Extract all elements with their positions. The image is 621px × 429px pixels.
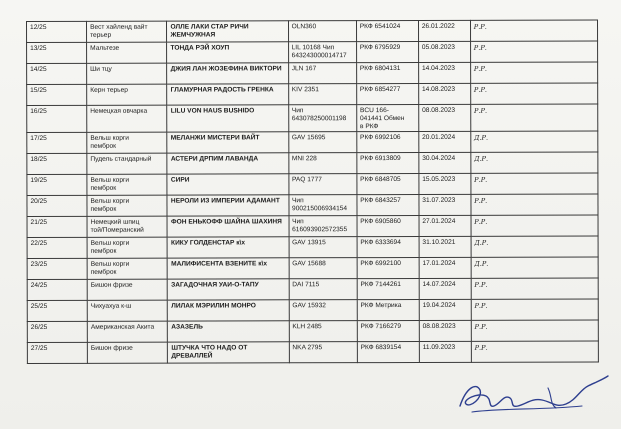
table-row: [27, 236, 598, 258]
cell-breed: Чихуахуа к-ш: [87, 300, 167, 321]
cell-dog-name: ОЛЛЕ ЛАКИ СТАР РИЧИ ЖЕМЧУЖНАЯ: [167, 21, 288, 42]
cell-birth-date: 14.08.2023: [418, 83, 470, 104]
cell-birth-date: 27.01.2024: [419, 215, 471, 236]
cell-birth-date: 26.01.2022: [418, 20, 470, 41]
cell-tattoo-chip: Чип 643078250001198: [288, 105, 356, 132]
cell-number: 21/25: [27, 216, 87, 237]
cell-tattoo-chip: Чип 900215006934154: [289, 195, 357, 216]
cell-handwritten-mark: Р.Р.: [470, 62, 597, 83]
cell-tattoo-chip: JLN 167: [288, 63, 356, 84]
cell-breed: Вельш корги пемброк: [87, 258, 167, 279]
cell-rkf-number: РКФ 6913809: [357, 152, 419, 173]
cell-breed: Вельш корги пемброк: [87, 174, 167, 195]
cell-breed: Немецкая овчарка: [87, 105, 167, 132]
cell-breed: Бишон фризе: [87, 279, 167, 300]
table-row: [27, 131, 598, 153]
cell-handwritten-mark: Р.Р.: [470, 83, 597, 104]
table-body: [27, 20, 599, 363]
cell-handwritten-mark: Р.Р.: [471, 341, 598, 362]
cell-number: 13/25: [27, 42, 87, 63]
table-row: [27, 173, 598, 195]
table-row: [27, 194, 598, 216]
cell-birth-date: 15.05.2023: [419, 173, 471, 194]
cell-number: 12/25: [27, 21, 87, 42]
cell-rkf-number: РКФ 7166279: [357, 320, 419, 341]
cell-rkf-number: РКФ 6843257: [357, 194, 419, 215]
cell-handwritten-mark: Р.Р.: [470, 20, 597, 41]
cell-handwritten-mark: Д.Р.: [471, 236, 598, 257]
table-row: [27, 104, 598, 132]
cell-birth-date: 17.01.2024: [419, 257, 471, 278]
cell-tattoo-chip: KLH 2485: [289, 321, 357, 342]
cell-dog-name: МАЛИФИСЕНТА ВЗЕНИТЕ к\х: [168, 258, 289, 279]
cell-rkf-number: РКФ 6541024: [356, 20, 418, 41]
cell-breed: Бишон фризе: [87, 342, 167, 363]
cell-dog-name: ЛИЛАК МЭРИЛИН МОНРО: [168, 300, 289, 321]
handwritten-signature: [452, 368, 612, 418]
table-row: [27, 152, 598, 174]
table-row: [27, 20, 598, 42]
cell-tattoo-chip: PAQ 1777: [288, 174, 356, 195]
cell-birth-date: 05.08.2023: [418, 41, 470, 62]
table-row: [27, 278, 598, 300]
cell-number: 27/25: [27, 342, 87, 363]
cell-number: 17/25: [27, 132, 87, 153]
table-row: [27, 341, 598, 363]
cell-breed: Вест хайленд вайт терьер: [87, 21, 167, 42]
registration-table: [26, 20, 599, 364]
table-row: [27, 41, 598, 63]
cell-dog-name: АСТЕРИ ДРПИМ ЛАВАНДА: [167, 153, 288, 174]
cell-number: 25/25: [27, 300, 87, 321]
cell-rkf-number: РКФ 6992100: [357, 257, 419, 278]
cell-breed: Немецкий шпиц той/Померанский: [87, 216, 167, 237]
cell-handwritten-mark: Р.Р.: [470, 41, 597, 62]
cell-handwritten-mark: Д.Р.: [471, 131, 598, 152]
cell-dog-name: АЗАЗЕЛЬ: [168, 321, 289, 342]
cell-number: 16/25: [27, 105, 87, 132]
cell-tattoo-chip: GAV 15688: [289, 258, 357, 279]
cell-number: 14/25: [27, 63, 87, 84]
cell-breed: Керн терьер: [87, 84, 167, 105]
cell-tattoo-chip: GAV 15932: [289, 300, 357, 321]
cell-breed: Пудель стандарный: [87, 153, 167, 174]
cell-rkf-number: РКФ 7144261: [357, 278, 419, 299]
cell-tattoo-chip: GAV 13915: [289, 237, 357, 258]
cell-dog-name: НЕРОЛИ ИЗ ИМПЕРИИ АДАМАНТ: [167, 195, 288, 216]
cell-dog-name: СИРИ: [167, 174, 288, 195]
cell-rkf-number: РКФ 6795929: [356, 41, 418, 62]
cell-rkf-number: РКФ 6804131: [356, 62, 418, 83]
cell-number: 22/25: [27, 237, 87, 258]
cell-handwritten-mark: Р.Р.: [470, 104, 597, 131]
cell-birth-date: 20.01.2024: [419, 131, 471, 152]
cell-birth-date: 11.09.2023: [419, 341, 471, 362]
cell-dog-name: LILU VON HAUS BUSHIDO: [167, 105, 288, 132]
cell-birth-date: 08.08.2023: [419, 320, 471, 341]
cell-breed: Ши тцу: [87, 63, 167, 84]
cell-rkf-number: РКФ 6839154: [357, 341, 419, 362]
cell-tattoo-chip: KIV 2351: [288, 84, 356, 105]
cell-number: 26/25: [27, 321, 87, 342]
cell-tattoo-chip: DAI 7115: [289, 279, 357, 300]
cell-tattoo-chip: MNI 228: [288, 153, 356, 174]
cell-rkf-number: РКФ Метрика: [357, 299, 419, 320]
cell-number: 24/25: [27, 279, 87, 300]
cell-number: 18/25: [27, 153, 87, 174]
cell-dog-name: ДЖИЯ ЛАН ЖОЗЕФИНА ВИКТОРИ: [167, 63, 288, 84]
cell-breed: Мальтезе: [87, 42, 167, 63]
cell-rkf-number: РКФ 6848705: [357, 173, 419, 194]
table-row: [27, 257, 598, 279]
cell-breed: Вельш корги пемброк: [87, 237, 167, 258]
cell-dog-name: КИКУ ГОЛДЕНСТАР к\х: [168, 237, 289, 258]
table-row: [27, 215, 598, 237]
cell-rkf-number: BCU 166- 041441 Обмен в РКФ: [356, 104, 418, 131]
cell-number: 23/25: [27, 258, 87, 279]
cell-rkf-number: РКФ 6333694: [357, 236, 419, 257]
cell-number: 20/25: [27, 195, 87, 216]
cell-handwritten-mark: Р.Р.: [471, 299, 598, 320]
cell-rkf-number: РКФ 6854277: [356, 83, 418, 104]
cell-number: 15/25: [27, 84, 87, 105]
cell-birth-date: 31.07.2023: [419, 194, 471, 215]
cell-birth-date: 30.04.2024: [419, 152, 471, 173]
cell-tattoo-chip: GAV 15695: [288, 132, 356, 153]
cell-birth-date: 08.08.2023: [419, 104, 471, 131]
cell-birth-date: 19.04.2024: [419, 299, 471, 320]
cell-tattoo-chip: Чип 616093902572355: [289, 216, 357, 237]
cell-dog-name: ГЛАМУРНАЯ РАДОСТЬ ГРЕНКА: [167, 84, 288, 105]
cell-breed: Вельш корги пемброк: [87, 132, 167, 153]
cell-handwritten-mark: Р.Р.: [471, 215, 598, 236]
cell-birth-date: 14.07.2024: [419, 278, 471, 299]
table-row: [27, 299, 598, 321]
cell-dog-name: МЕЛАНЖИ МИСТЕРИ ВАЙТ: [167, 132, 288, 153]
cell-tattoo-chip: LIL 10168 Чип 643243000014717: [288, 42, 356, 63]
cell-dog-name: ШТУЧКА ЧТО НАДО ОТ ДРЕВАЛЛЕЙ: [168, 342, 289, 363]
cell-handwritten-mark: Р.Р.: [471, 173, 598, 194]
cell-rkf-number: РКФ 6905860: [357, 215, 419, 236]
cell-dog-name: ЗАГАДОЧНАЯ УАИ-О-ТАПУ: [168, 279, 289, 300]
cell-handwritten-mark: Р.Р.: [471, 320, 598, 341]
cell-dog-name: ФОН ЕНЬКОФФ ШАЙНА ШАХИНЯ: [167, 216, 288, 237]
cell-tattoo-chip: NKA 2795: [289, 342, 357, 363]
cell-handwritten-mark: Р.Р.: [471, 194, 598, 215]
table-row: [27, 83, 598, 105]
cell-number: 19/25: [27, 174, 87, 195]
cell-rkf-number: РКФ 6992106: [357, 131, 419, 152]
cell-breed: Американская Акита: [87, 321, 167, 342]
cell-tattoo-chip: OLN360: [288, 21, 356, 42]
table-row: [27, 320, 598, 342]
cell-birth-date: 31.10.2021: [419, 236, 471, 257]
cell-handwritten-mark: Р.Р.: [471, 278, 598, 299]
cell-handwritten-mark: Д.Р.: [471, 257, 598, 278]
cell-handwritten-mark: Д.Р.: [471, 152, 598, 173]
cell-birth-date: 14.04.2023: [418, 62, 470, 83]
cell-breed: Вельш корги пемброк: [87, 195, 167, 216]
cell-dog-name: ТОНДА РЭЙ ХОУП: [167, 42, 288, 63]
table-row: [27, 62, 598, 84]
